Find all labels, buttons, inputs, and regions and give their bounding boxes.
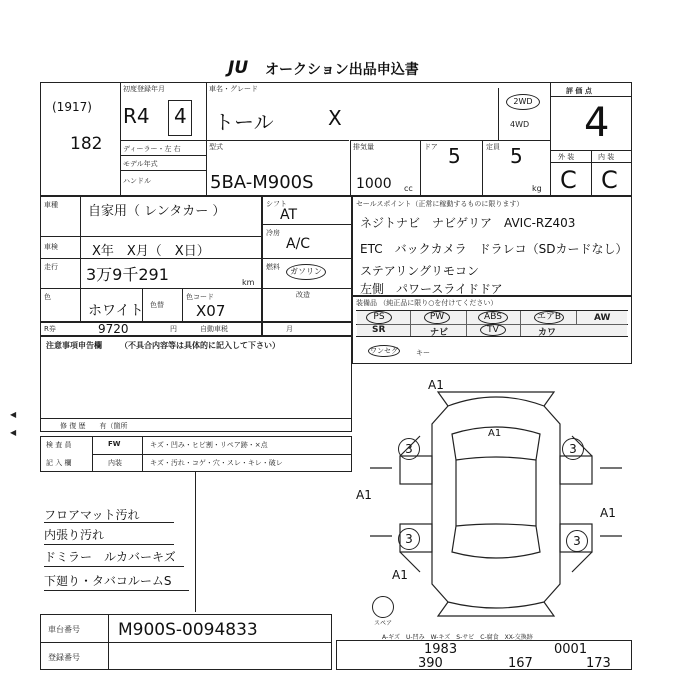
kg-unit: kg bbox=[532, 184, 542, 193]
fuel-label: 燃料 bbox=[266, 263, 280, 271]
bottom-value-4: 167 bbox=[508, 656, 533, 671]
sales-line-3: ステアリングリモコン bbox=[360, 264, 480, 278]
dealer-label: ディーラー・左 右 bbox=[123, 145, 181, 153]
eq-oneseg: ワンセグ bbox=[370, 347, 398, 355]
mileage-value: 3万9千291 bbox=[86, 265, 169, 284]
car-name-value: トール bbox=[214, 110, 274, 134]
repair-label: 修 復 歴 有（箇所 bbox=[60, 422, 128, 430]
tax-month: 月 bbox=[286, 325, 293, 333]
header-logo: JU bbox=[228, 58, 249, 78]
mark-rear: A1 bbox=[392, 568, 408, 582]
chassis-label: 車台番号 bbox=[48, 625, 80, 634]
id-paren: (1917) bbox=[52, 100, 92, 114]
tire-fr: 3 bbox=[562, 438, 584, 460]
margin-arrow-2: ◀ bbox=[10, 428, 17, 437]
tire-rl: 3 bbox=[398, 528, 420, 550]
bottom-value-3: 390 bbox=[418, 656, 443, 671]
body-items: キズ・汚れ・コゲ・穴・スレ・キレ・破レ bbox=[150, 459, 283, 467]
interior-label: 内 装 bbox=[598, 153, 615, 161]
color-label: 色 bbox=[44, 293, 51, 301]
inspector-label: 検 査 員 bbox=[46, 441, 72, 449]
exterior-label: 外 装 bbox=[558, 153, 575, 161]
model-code-value: 5BA-M900S bbox=[210, 172, 314, 193]
fw-label: FW bbox=[108, 440, 121, 448]
note-line-4: 下廻り・タバコルームS bbox=[44, 574, 172, 588]
tire-rr: 3 bbox=[566, 530, 588, 552]
first-reg-label: 初度登録年月 bbox=[123, 85, 165, 93]
spare-circle bbox=[372, 596, 394, 618]
chassis-value: M900S-0094833 bbox=[118, 620, 258, 640]
capacity-label: 定員 bbox=[486, 143, 500, 151]
recycle-yen: 円 bbox=[170, 325, 177, 333]
eq-navi: ナビ bbox=[430, 328, 449, 338]
mileage-label: 走行 bbox=[44, 263, 58, 271]
inspection-label: 車検 bbox=[44, 243, 58, 251]
shift-label: シフト bbox=[266, 200, 287, 208]
lot-number: 182 bbox=[70, 134, 103, 154]
spare-label: スペア bbox=[374, 620, 393, 627]
usage-label: 車種 bbox=[44, 201, 58, 209]
recycle-value: 9720 bbox=[98, 322, 129, 336]
car-name-label: 車名・グレード bbox=[209, 85, 258, 93]
eq-sr: SR bbox=[372, 325, 386, 335]
form-title: オークション出品申込書 bbox=[265, 62, 419, 78]
notes-label: 注意事項申告欄 bbox=[46, 341, 102, 350]
sales-line-2: ETC バックカメラ ドラレコ（SDカードなし） bbox=[360, 242, 628, 256]
fuel-value: ガソリン bbox=[286, 264, 326, 280]
car-diagram bbox=[360, 376, 632, 624]
color-change-label: 色替 bbox=[150, 301, 164, 309]
eq-airbag: エアB bbox=[534, 311, 564, 324]
score-value: 4 bbox=[584, 100, 610, 146]
month-value: 4 bbox=[174, 104, 187, 128]
color-code-value: X07 bbox=[196, 302, 226, 320]
sales-point-label: セールスポイント（正常に稼動するものに限ります） bbox=[356, 200, 524, 208]
mark-hood: A1 bbox=[488, 428, 502, 439]
eq-key: キー bbox=[416, 349, 430, 357]
eq-pw: PW bbox=[424, 311, 450, 324]
interior-value: C bbox=[601, 166, 618, 194]
inspection-value: X年 X月（ X日） bbox=[92, 244, 210, 259]
color-code-label: 色コード bbox=[186, 293, 214, 301]
note-line-2: 内張り汚れ bbox=[44, 528, 105, 542]
mark-left: A1 bbox=[356, 488, 372, 502]
usage-value: 自家用（ レンタカー ） bbox=[88, 204, 226, 219]
memo-label: 記 入 欄 bbox=[46, 459, 72, 467]
handle-label: ハンドル bbox=[123, 177, 151, 185]
bottom-value-1: 1983 bbox=[424, 642, 458, 657]
doors-value: 5 bbox=[448, 144, 461, 168]
era-value: R4 bbox=[123, 104, 150, 128]
eq-tv: TV bbox=[480, 324, 506, 336]
sales-line-4: 左側 パワースライドドア bbox=[360, 282, 503, 296]
eval-label: 評 価 点 bbox=[566, 87, 592, 95]
margin-arrow-1: ◀ bbox=[10, 410, 17, 419]
mark-right: A1 bbox=[600, 506, 616, 520]
note-line-1: フロアマット汚れ bbox=[44, 508, 140, 522]
eq-ps: PS bbox=[366, 311, 392, 324]
tax-label: 自動車税 bbox=[200, 325, 228, 333]
recycle-label: R券 bbox=[44, 325, 56, 333]
cc-unit: cc bbox=[404, 184, 413, 193]
bottom-value-5: 173 bbox=[586, 656, 611, 671]
notes-sub-label: （不具合内容等は具体的に記入して下さい） bbox=[120, 341, 280, 350]
doors-label: ドア bbox=[424, 143, 438, 151]
ac-label: 冷房 bbox=[266, 229, 280, 237]
ac-value: A/C bbox=[286, 236, 311, 252]
grade-value: X bbox=[328, 106, 342, 130]
mod-label: 改造 bbox=[296, 291, 310, 299]
mark-front: A1 bbox=[428, 378, 444, 392]
color-value: ホワイト bbox=[88, 303, 144, 319]
fw-items: キズ・凹み・ヒビ割・リペア跡・×点 bbox=[150, 441, 268, 449]
shift-value: AT bbox=[280, 207, 298, 223]
drive-4wd: 4WD bbox=[510, 120, 530, 129]
equipment-label: 装備品 （純正品に限り○を付けてください） bbox=[356, 299, 498, 307]
capacity-value: 5 bbox=[510, 144, 523, 168]
body-label: 内装 bbox=[108, 459, 122, 467]
drive-2wd: 2WD bbox=[506, 94, 540, 110]
eq-abs: ABS bbox=[478, 311, 508, 324]
model-type-label: 型式 bbox=[209, 143, 223, 151]
bottom-value-2: 0001 bbox=[554, 642, 588, 657]
tire-fl: 3 bbox=[398, 438, 420, 460]
reg-label: 登録番号 bbox=[48, 653, 80, 662]
sales-line-1: ネジトナビ ナビゲリア AVIC-RZ403 bbox=[360, 216, 576, 230]
displacement-value: 1000 bbox=[356, 176, 392, 192]
tax-row bbox=[262, 322, 352, 336]
eq-aw: AW bbox=[594, 313, 611, 323]
exterior-value: C bbox=[560, 166, 577, 194]
shift-block bbox=[262, 196, 352, 322]
note-line-3: ドミラー ルカバーキズ bbox=[44, 550, 176, 564]
model-year-label: モデル年式 bbox=[123, 160, 158, 168]
km-unit: km bbox=[242, 278, 255, 287]
displacement-label: 排気量 bbox=[353, 143, 374, 151]
recycle-row bbox=[40, 322, 262, 336]
ref-codes: A-ギズ U-凹み W-キズ S-サビ C-腐食 XX-交換跡 bbox=[382, 634, 533, 641]
eq-kawa: カワ bbox=[538, 328, 557, 338]
